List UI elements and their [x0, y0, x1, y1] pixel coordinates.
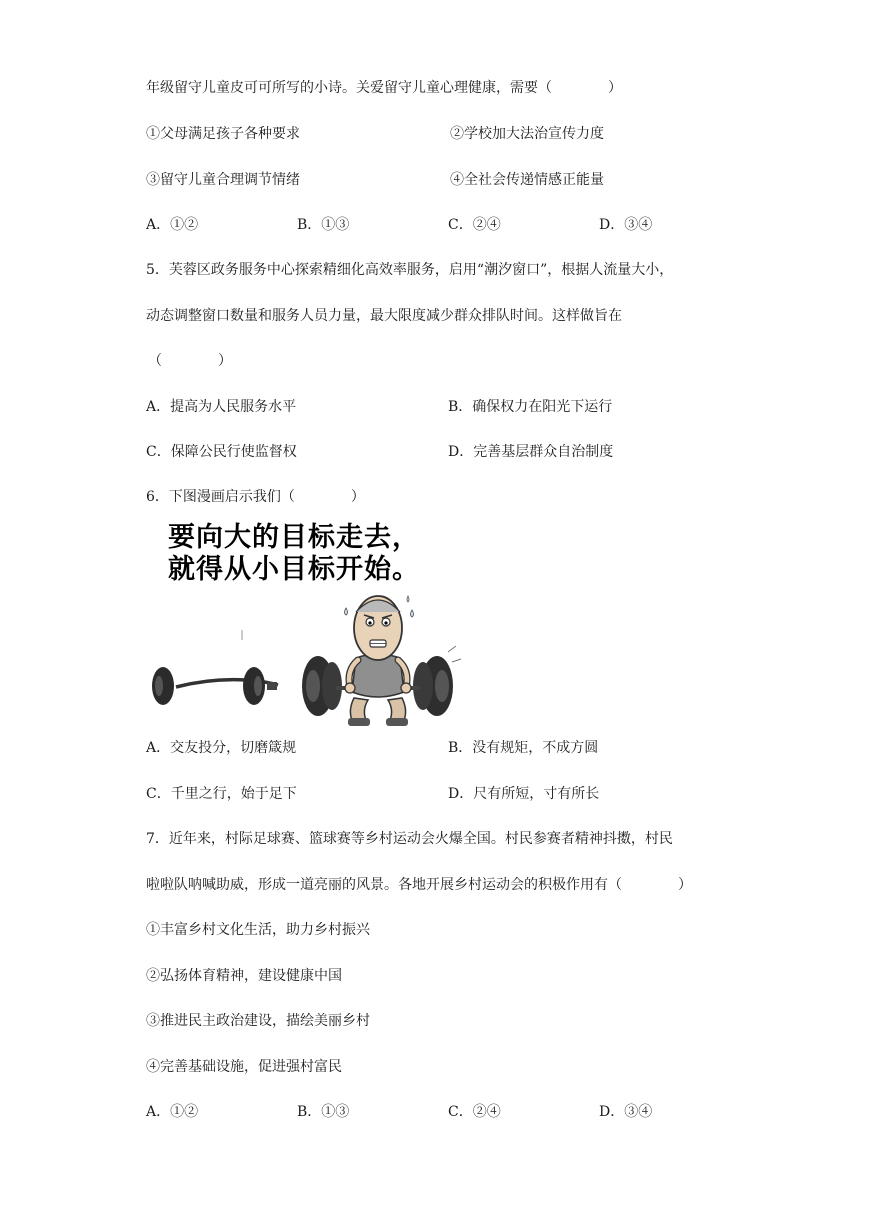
- q7-item-4: ④完善基础设施，促进强村富民: [146, 1059, 342, 1075]
- q5-option-c: C．保障公民行使监督权: [146, 444, 297, 460]
- q6-option-d: D．尺有所短，寸有所长: [448, 786, 600, 802]
- q6-stem: 6．下图漫画启示我们（ ）: [146, 489, 365, 505]
- q4-option-b: B．①③: [297, 217, 350, 233]
- q5-answer-blank: （ ）: [148, 353, 232, 369]
- q7-option-c: C．②④: [448, 1104, 501, 1120]
- q4-item-2: ②学校加大法治宣传力度: [450, 126, 604, 142]
- q5-option-a: A．提高为人民服务水平: [146, 399, 297, 415]
- q7-option-d: D．③④: [599, 1104, 653, 1120]
- q6-option-b: B．没有规矩，不成方圆: [448, 740, 599, 756]
- weightlifting-cartoon: [146, 520, 476, 730]
- weightlifter-icon: [302, 596, 461, 726]
- q4-item-3: ③留守儿童合理调节情绪: [146, 172, 300, 188]
- q7-stem-line-1: 7．近年来，村际足球赛、篮球赛等乡村运动会火爆全国。村民参赛者精神抖擞，村民: [146, 831, 673, 847]
- q5-stem-line-1: 5．芙蓉区政务服务中心探索精细化高效率服务，启用“潮汐窗口”，根据人流量大小，: [146, 262, 674, 278]
- q4-item-4: ④全社会传递情感正能量: [450, 172, 604, 188]
- q7-item-3: ③推进民主政治建设，描绘美丽乡村: [146, 1013, 370, 1029]
- small-barbell-icon: [152, 630, 278, 705]
- q5-option-b: B．确保权力在阳光下运行: [448, 399, 613, 415]
- q5-option-d: D．完善基层群众自治制度: [448, 444, 614, 460]
- q7-option-b: B．①③: [297, 1104, 350, 1120]
- q4-option-a: A．①②: [146, 217, 199, 233]
- q4-stem: 年级留守儿童皮可可所写的小诗。关爱留守儿童心理健康，需要（ ）: [146, 80, 622, 96]
- q4-option-c: C．②④: [448, 217, 501, 233]
- q6-option-a: A．交友投分，切磨箴规: [146, 740, 297, 756]
- cartoon-caption-line-2: 就得从小目标开始。: [168, 554, 420, 585]
- q6-option-c: C．千里之行，始于足下: [146, 786, 297, 802]
- q7-option-a: A．①②: [146, 1104, 199, 1120]
- q7-item-2: ②弘扬体育精神，建设健康中国: [146, 968, 342, 984]
- q7-stem-line-2: 啦啦队呐喊助威，形成一道亮丽的风景。各地开展乡村运动会的积极作用有（ ）: [146, 877, 692, 893]
- cartoon-caption-line-1: 要向大的目标走去，: [168, 522, 420, 553]
- q4-item-1: ①父母满足孩子各种要求: [146, 126, 300, 142]
- q7-item-1: ①丰富乡村文化生活，助力乡村振兴: [146, 922, 370, 938]
- q5-stem-line-2: 动态调整窗口数量和服务人员力量，最大限度减少群众排队时间。这样做旨在: [146, 308, 622, 324]
- q4-option-d: D．③④: [599, 217, 653, 233]
